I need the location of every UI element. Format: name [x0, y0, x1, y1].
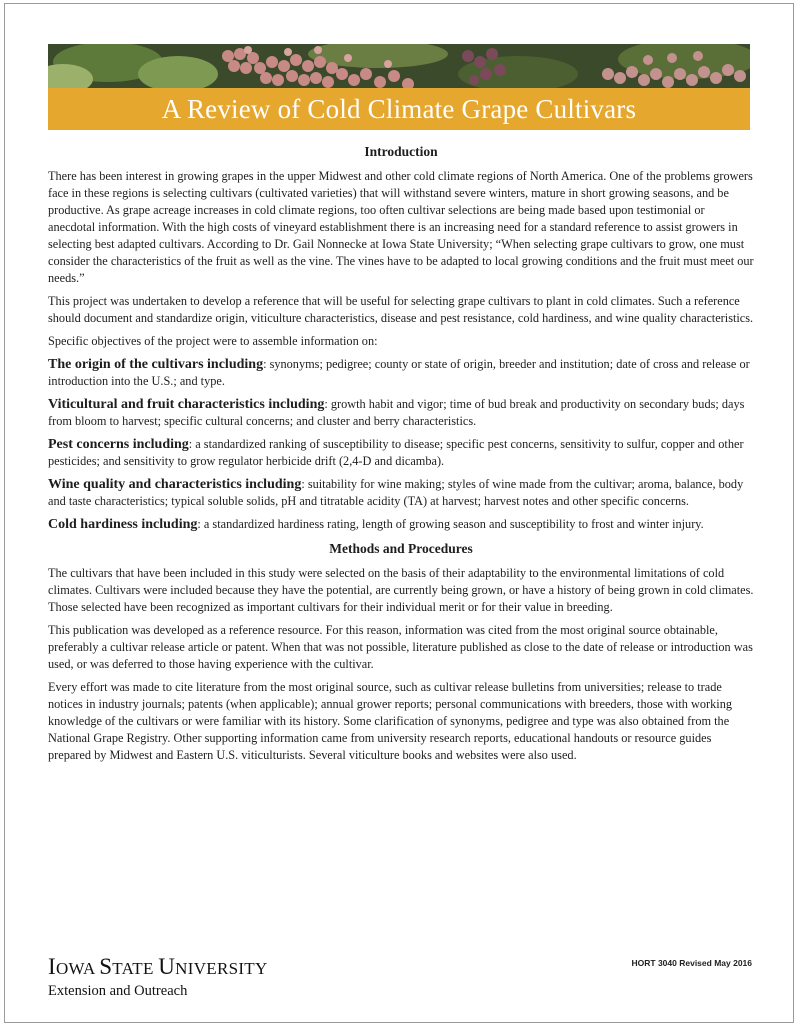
objective-text: : suitability for wine making; styles of wine made from the cultivar; aroma, balance, body and taste characteristics; typical soluble solids, pH and titratable acidity (TA) at harvest; harvest notes and other specific concerns. [48, 477, 744, 508]
intro-paragraph: There has been interest in growing grapes in the upper Midwest and other cold climate regions of North America. One of the problems growers face in these regions is selecting cultivars (cultivated varieties) that will withstand severe winters, mature in short growing seasons, and be productive. As grape acreage increases in cold climate regions, too often cultivar selections are being made based upon testimonial or anecdotal information. With the high costs of vineyard establishment there is an increasing need for a standard reference to assist growers in selecting best adapted cultivars. According to Dr. Gail Nonnecke at Iowa State University; “When selecting grape cultivars to grow, one must consider the characteristics of the fruit as well as the vine. The vines have to be adapted to local growing conditions and the fruit must meet our needs.” [48, 169, 754, 285]
methods-paragraph: The cultivars that have been included in this study were selected on the basis of their adaptability to the environmental limitations of cold climates. Cultivars were included because they have the potential, are currently being grown, or have a history of being grown in cold climates. Those selected have been recognized as important cultivars for their individual merit or for their value in breeding. [48, 566, 754, 614]
methods-paragraph: This publication was developed as a reference resource. For this reason, information was cited from the most original source obtainable, preferably a cultivar release article or patent. When that was not possible, literature published as close to the date of release or introduction was used, or was deferred to those having experience with the cultivar. [48, 623, 753, 671]
objective-lead: Cold hardiness including [48, 517, 198, 532]
university-logo [48, 954, 268, 1000]
objective-lead: The origin of the cultivars including [48, 357, 264, 372]
objective-lead: Pest concerns including [48, 437, 189, 452]
intro-paragraph: Specific objectives of the project were to assemble information on: [48, 334, 378, 348]
objective-text: : a standardized hardiness rating, length of growing season and susceptibility to frost and winter injury. [197, 517, 704, 531]
section-heading-methods: Methods and Procedures [329, 541, 473, 556]
objective-item [48, 516, 754, 533]
objective-text: : synonyms; pedigree; county or state of origin, breeder and institution; date of cross and release or introduction into the U.S.; and type. [48, 357, 750, 388]
objective-item [48, 356, 754, 390]
objective-item [48, 396, 754, 430]
grape-clusters-photo [48, 44, 750, 90]
objective-text: : growth habit and vigor; time of bud break and productivity on secondary buds; days from bloom to harvest; specific cultural concerns; and cluster and berry characteristics. [48, 397, 745, 428]
intro-paragraph: This project was undertaken to develop a reference that will be useful for selecting grape cultivars to plant in cold climates. Such a reference should document and standardize origin, viticulture characteristics, disease and pest resistance, cold hardiness, and wine quality characteristics. [48, 294, 754, 325]
logo-name: IOWA STATE UNIVERSITY [48, 954, 268, 979]
objective-lead: Wine quality and characteristics including [48, 477, 302, 492]
publication-code: HORT 3040 Revised May 2016 [631, 958, 752, 968]
section-heading-introduction: Introduction [364, 144, 438, 159]
header-banner [48, 44, 750, 130]
page-title: A Review of Cold Climate Grape Cultivars [161, 93, 637, 124]
methods-paragraph: Every effort was made to cite literature from the most original source, such as cultivar release bulletins from universities; release to trade notices in industry journals; patents (when applicable); annual grower reports; personal communications with breeders, those with working knowledge of the cultivars or were familiar with its history. Some clarification of synonyms, pedigree and type was also obtained from the National Grape Registry. Other supporting information came from university research reports, educational handouts or resource guides prepared by Midwest and Eastern U.S. viticulturists. Several viticulture books and websites were also used. [48, 680, 733, 762]
objective-lead: Viticultural and fruit characteristics including [48, 397, 325, 412]
document-body [48, 142, 754, 770]
objective-item [48, 436, 754, 470]
logo-subtitle: Extension and Outreach [48, 983, 188, 999]
title-bar [48, 88, 750, 130]
objective-item [48, 476, 754, 510]
objective-text: : a standardized ranking of susceptibility to disease; specific pest concerns, sensitivity to sulfur, copper and other pesticides; and sensitivity to grow regulator herbicide drift (2,4-D and dicamba). [48, 437, 744, 468]
